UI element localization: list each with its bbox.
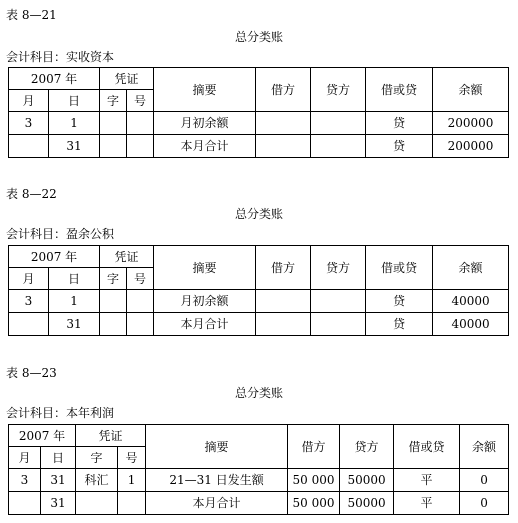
cell-day: 1 [49,290,100,313]
cell-debit-or-credit: 平 [394,469,460,492]
table-label: 表 8—23 [6,366,57,380]
table-row [9,112,509,135]
table-row [9,290,509,313]
cell-voucher-number [118,492,146,515]
cell-voucher-number [127,313,154,336]
ledger-heading: 总分类账 [234,207,283,221]
cell-day: 31 [49,313,100,336]
cell-debit [256,313,311,336]
cell-credit [311,112,366,135]
table-row [9,313,509,336]
cell-day: 31 [41,492,76,515]
header-debit-or-credit: 借或贷 [394,425,460,469]
table-row [9,492,509,515]
cell-month: 3 [9,469,41,492]
header-credit: 贷方 [311,68,366,112]
header-debit: 借方 [288,425,340,469]
table-label: 表 8—21 [6,8,57,22]
header-voucher: 凭证 [100,68,154,90]
cell-balance: 0 [460,469,509,492]
header-credit: 贷方 [311,246,366,290]
table-row [9,135,509,158]
header-day: 日 [49,268,100,290]
header-summary: 摘要 [154,68,256,112]
cell-month [9,313,49,336]
cell-voucher-number [127,290,154,313]
cell-debit: 50 000 [288,492,340,515]
cell-month [9,135,49,158]
cell-summary: 本月合计 [154,313,256,336]
header-debit-or-credit: 借或贷 [366,246,433,290]
cell-summary: 月初余额 [154,290,256,313]
header-voucher-type: 字 [76,447,118,469]
ledger-heading: 总分类账 [234,386,283,400]
header-voucher-number: 号 [127,268,154,290]
ledger-table [8,245,509,336]
header-balance: 余额 [460,425,509,469]
header-day: 日 [49,90,100,112]
cell-voucher-type [100,313,127,336]
cell-debit-or-credit: 贷 [366,313,433,336]
account-subject: 会计科目：本年利润 [6,406,115,420]
ledger-table [8,424,509,515]
cell-debit-or-credit: 平 [394,492,460,515]
cell-month: 3 [9,290,49,313]
ledger-heading: 总分类账 [234,30,283,44]
account-subject: 会计科目：盈余公积 [6,227,115,241]
cell-summary: 月初余额 [154,112,256,135]
cell-debit-or-credit: 贷 [366,290,433,313]
cell-debit: 50 000 [288,469,340,492]
cell-credit: 50000 [340,492,394,515]
header-year: 2007 年 [9,425,76,447]
cell-debit-or-credit: 贷 [366,135,433,158]
cell-voucher-number: 1 [118,469,146,492]
header-debit: 借方 [256,246,311,290]
cell-credit [311,135,366,158]
header-voucher: 凭证 [76,425,146,447]
header-month: 月 [9,447,41,469]
header-balance: 余额 [433,68,509,112]
header-balance: 余额 [433,246,509,290]
cell-debit [256,135,311,158]
cell-debit [256,290,311,313]
cell-balance: 40000 [433,313,509,336]
header-voucher-type: 字 [100,90,127,112]
header-year: 2007 年 [9,68,100,90]
cell-debit [256,112,311,135]
cell-day: 1 [49,112,100,135]
header-month: 月 [9,90,49,112]
cell-balance: 0 [460,492,509,515]
header-year: 2007 年 [9,246,100,268]
cell-credit [311,313,366,336]
cell-month: 3 [9,112,49,135]
header-debit-or-credit: 借或贷 [366,68,433,112]
cell-credit [311,290,366,313]
table-label: 表 8—22 [6,187,57,201]
header-month: 月 [9,268,49,290]
header-summary: 摘要 [146,425,288,469]
cell-balance: 200000 [433,135,509,158]
cell-day: 31 [41,469,76,492]
cell-voucher-type [100,112,127,135]
cell-debit-or-credit: 贷 [366,112,433,135]
cell-balance: 40000 [433,290,509,313]
cell-voucher-type [100,135,127,158]
ledger-table [8,67,509,158]
cell-voucher-number [127,112,154,135]
cell-summary: 本月合计 [146,492,288,515]
cell-balance: 200000 [433,112,509,135]
cell-month [9,492,41,515]
cell-voucher-type [100,290,127,313]
cell-day: 31 [49,135,100,158]
cell-voucher-number [127,135,154,158]
header-debit: 借方 [256,68,311,112]
header-voucher: 凭证 [100,246,154,268]
header-summary: 摘要 [154,246,256,290]
cell-credit: 50000 [340,469,394,492]
account-subject: 会计科目：实收资本 [6,50,115,64]
header-credit: 贷方 [340,425,394,469]
header-day: 日 [41,447,76,469]
cell-voucher-type: 科汇 [76,469,118,492]
cell-voucher-type [76,492,118,515]
header-voucher-type: 字 [100,268,127,290]
table-row [9,469,509,492]
cell-summary: 本月合计 [154,135,256,158]
cell-summary: 21—31 日发生额 [146,469,288,492]
header-voucher-number: 号 [127,90,154,112]
header-voucher-number: 号 [118,447,146,469]
